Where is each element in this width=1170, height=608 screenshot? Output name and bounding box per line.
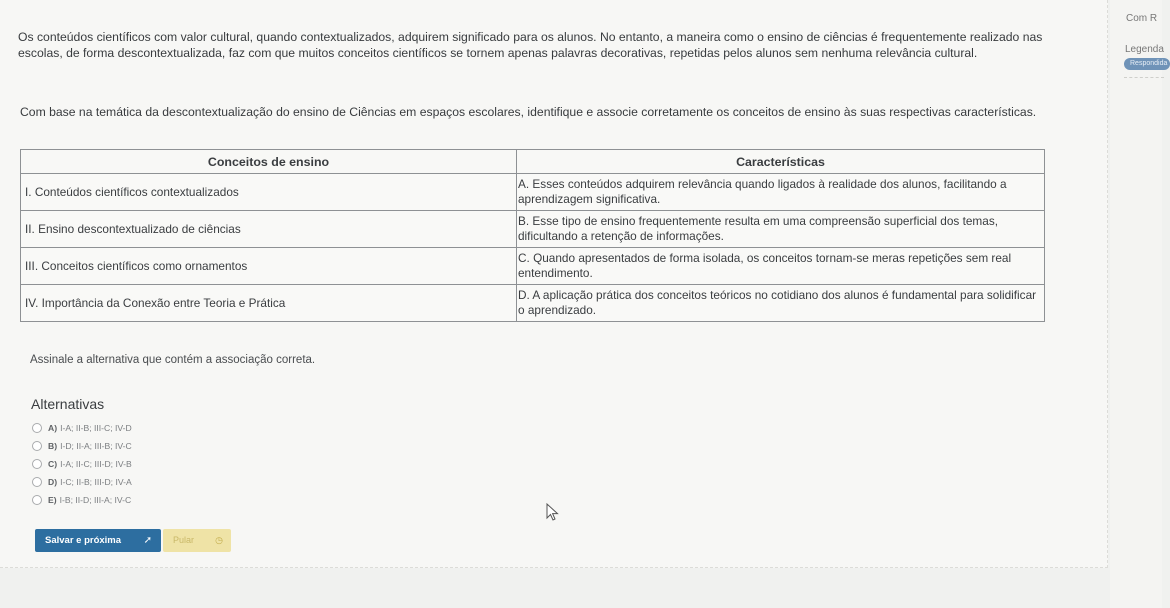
alternative-text: I-B; II-D; III-A; IV-C (59, 495, 132, 505)
alternative-letter: C) (48, 459, 58, 469)
clock-icon: ◷ (215, 535, 223, 545)
concept-cell: I. Conteúdos científicos contextualizados (21, 174, 517, 211)
table-row (21, 248, 1045, 285)
characteristic-cell: A. Esses conteúdos adquirem relevância quando ligados à realidade dos alunos, facilitando a aprendizagem significativa. (517, 174, 1045, 211)
alternative-text: I-D; II-A; III-B; IV-C (60, 441, 132, 451)
question-intro: Os conteúdos científicos com valor cultural, quando contextualizados, adquirem significado para os alunos. No entanto, a maneira como o ensino de ciências é frequentemente realizado nas escolas, de forma descontextualizada, faz com que muitos conceitos científicos se tornem apenas palavras decorativas, repetidas pelos alunos sem nenhuma relevância cultural. (18, 30, 1043, 61)
skip-label: Pular (173, 535, 195, 545)
characteristic-cell: D. A aplicação prática dos conceitos teóricos no cotidiano dos alunos é fundamental para solidificar o aprendizado. (517, 285, 1045, 322)
save-next-label: Salvar e próxima (45, 535, 122, 546)
answered-badge: Respondida (1124, 58, 1170, 70)
legend-label: Legenda (1125, 44, 1164, 55)
concept-cell: IV. Importância da Conexão entre Teoria e Prática (21, 285, 517, 322)
alternative-letter: E) (48, 495, 57, 505)
table-row (21, 285, 1045, 322)
right-sidebar (1110, 0, 1168, 608)
instruction-text: Assinale a alternativa que contém a associação correta. (30, 354, 316, 366)
table-row (21, 211, 1045, 248)
radio-button[interactable] (32, 477, 42, 487)
characteristic-cell: B. Esse tipo de ensino frequentemente resulta em uma compreensão superficial dos temas, dificultando a retenção de informações. (517, 211, 1045, 248)
alternatives-title: Alternativas (31, 396, 105, 412)
alternative-letter: D) (48, 477, 58, 487)
association-table (20, 149, 1045, 322)
alternative-letter: A) (48, 423, 58, 433)
alternatives-list (32, 419, 132, 509)
table-row (21, 174, 1045, 211)
save-next-button[interactable] (35, 529, 161, 552)
radio-button[interactable] (32, 495, 42, 505)
sidebar-divider (1124, 77, 1164, 78)
alternative-text: I-A; II-B; III-C; IV-D (60, 423, 132, 433)
arrow-icon: ➚ (143, 535, 152, 546)
radio-button[interactable] (32, 423, 42, 433)
concept-cell: III. Conceitos científicos como ornamentos (21, 248, 517, 285)
alternative-text: I-C; II-B; III-D; IV-A (60, 477, 132, 487)
radio-button[interactable] (32, 441, 42, 451)
radio-button[interactable] (32, 459, 42, 469)
alternative-e[interactable] (32, 491, 132, 509)
question-prompt: Com base na temática da descontextualização do ensino de Ciências em espaços escolares, identifique e associe corretamente os conceitos de ensino às suas respectivas características. (20, 105, 1037, 119)
skip-button[interactable] (163, 529, 231, 552)
alternative-a[interactable] (32, 419, 132, 437)
sidebar-com-label: Com R (1126, 13, 1158, 24)
concept-cell: II. Ensino descontextualizado de ciências (21, 211, 517, 248)
alternative-text: I-A; II-C; III-D; IV-B (60, 459, 132, 469)
characteristic-cell: C. Quando apresentados de forma isolada, os conceitos tornam-se meras repetições sem real entendimento. (517, 248, 1045, 285)
alternative-d[interactable] (32, 473, 132, 491)
alternative-c[interactable] (32, 455, 132, 473)
table-header-row (21, 150, 1045, 174)
table-header: Conceitos de ensino (21, 150, 517, 174)
alternative-letter: B) (48, 441, 58, 451)
alternative-b[interactable] (32, 437, 132, 455)
mouse-pointer-icon (546, 503, 560, 523)
table-header: Características (517, 150, 1045, 174)
